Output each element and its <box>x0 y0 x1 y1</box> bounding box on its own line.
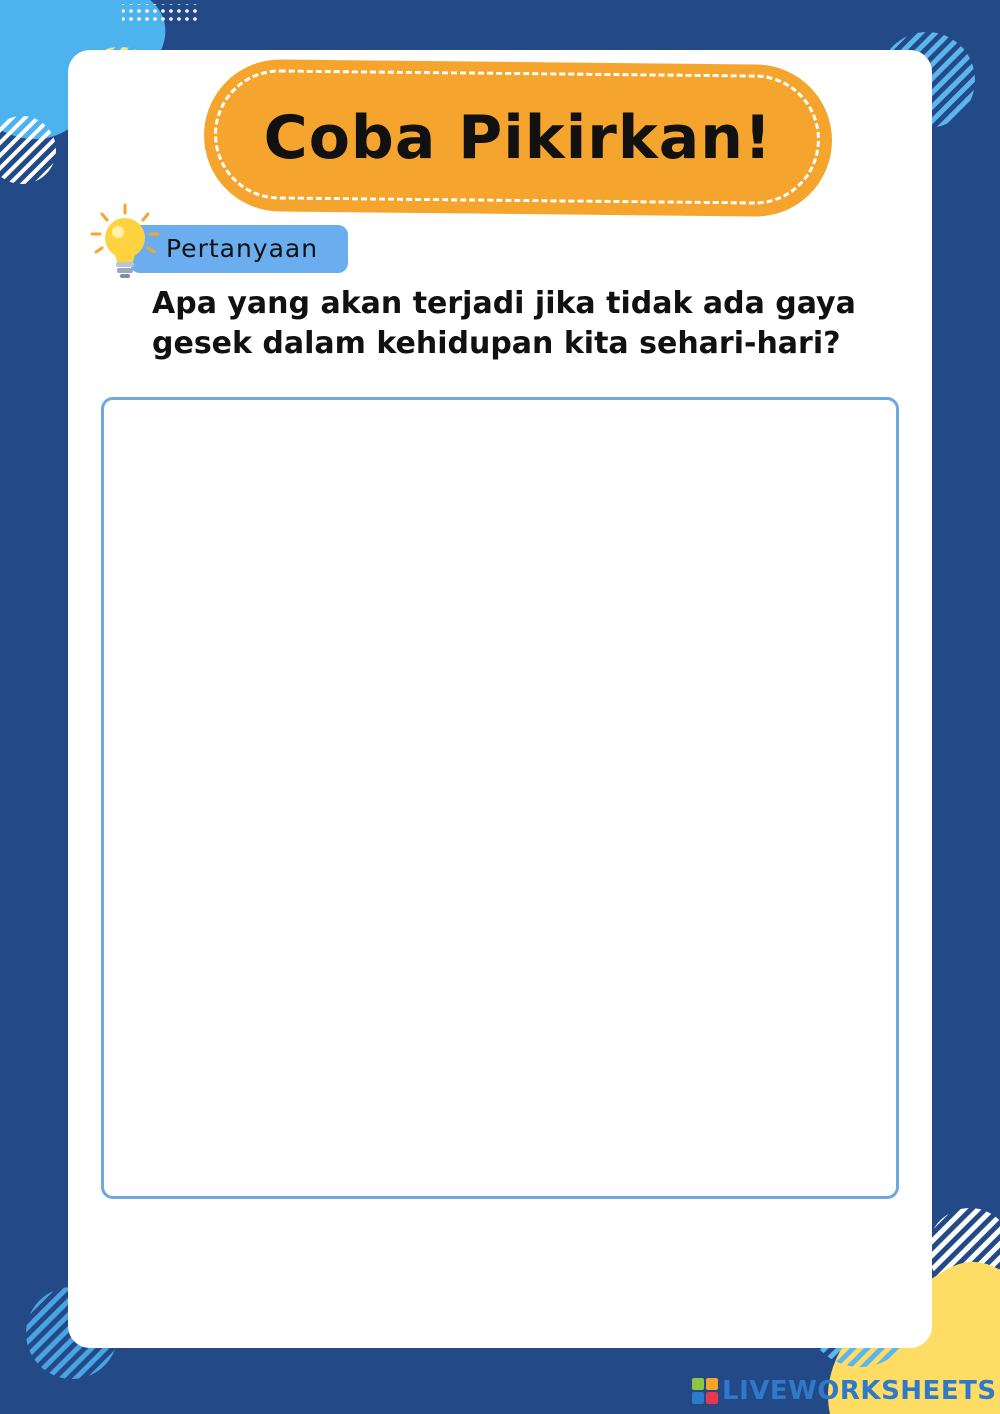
liveworksheets-logo <box>692 1374 997 1408</box>
question-text: Apa yang akan terjadi jika tidak ada gaya gesek dalam kehidupan kita sehari-hari? <box>152 286 856 361</box>
section-label: Pertanyaan <box>166 234 319 263</box>
answer-box[interactable] <box>101 397 899 1199</box>
lightbulb-icon <box>88 202 162 282</box>
brand-name: LIVEWORKSHEETS <box>722 1376 997 1406</box>
liveworksheets-logo-icon <box>692 1378 718 1404</box>
worksheet-title: Coba Pikirkan! <box>263 103 773 173</box>
